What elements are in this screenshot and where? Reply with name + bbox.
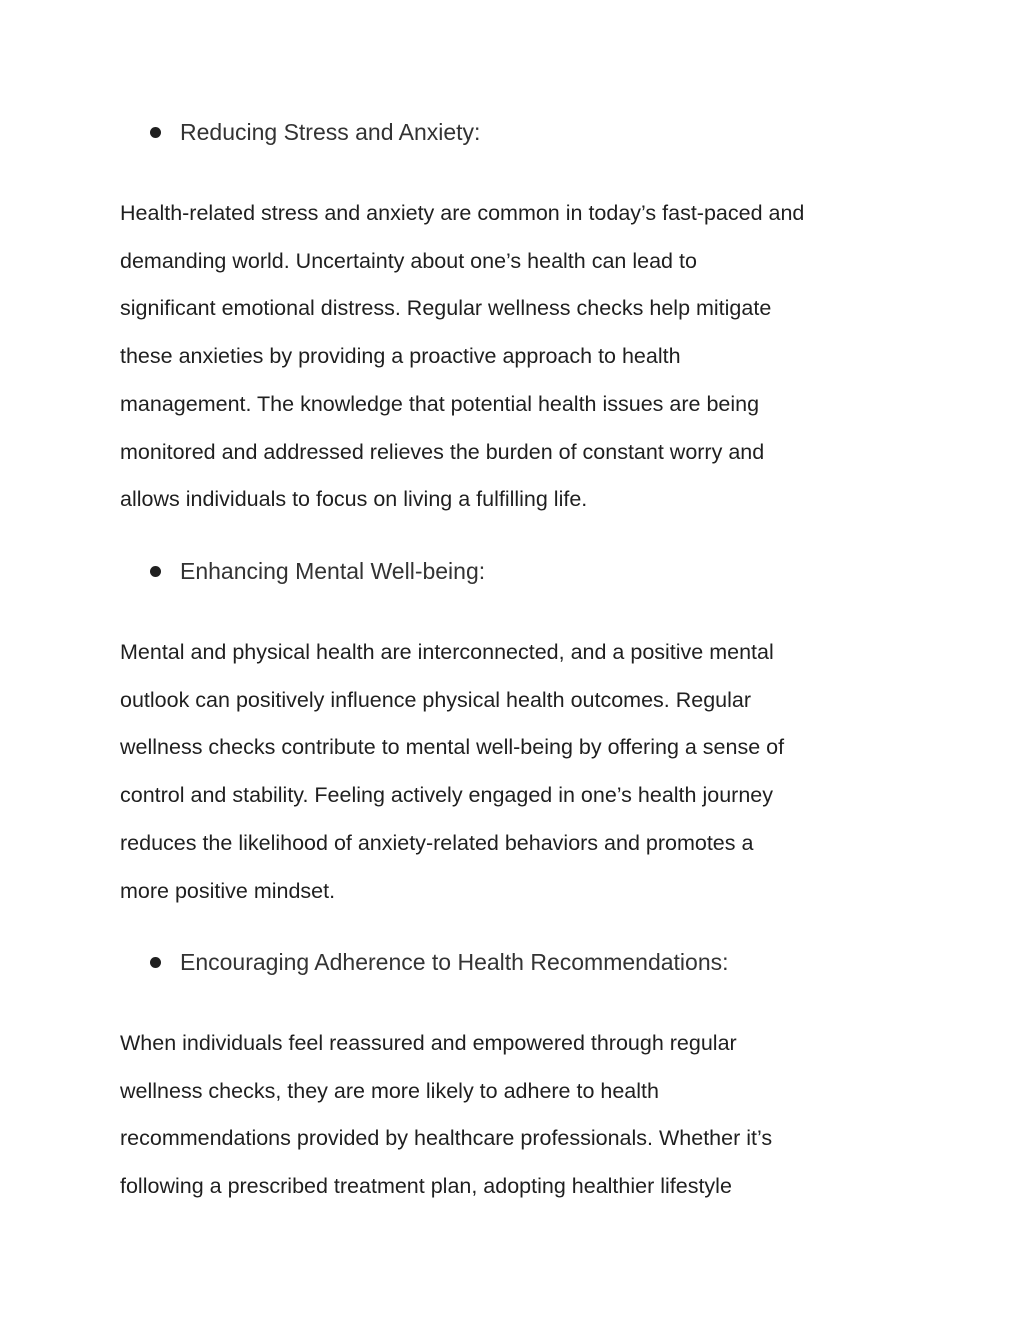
section-paragraph-adherence <box>120 1020 772 1211</box>
paragraph-line: When individuals feel reassured and empowered through regular <box>120 1031 737 1055</box>
section-heading-text: Enhancing Mental Well-being: <box>180 558 486 584</box>
paragraph-line: these anxieties by providing a proactive approach to health <box>120 344 681 369</box>
section-heading-text: Reducing Stress and Anxiety: <box>180 119 481 145</box>
paragraph-line: more positive mindset. <box>120 878 336 903</box>
bullet-icon <box>150 957 161 968</box>
section-heading-text: Encouraging Adherence to Health Recommendations: <box>180 949 729 975</box>
paragraph-line: Mental and physical health are interconnected, and a positive mental <box>120 640 774 664</box>
section-heading-reducing-stress <box>150 119 480 146</box>
paragraph-line: following a prescribed treatment plan, adopting healthier lifestyle <box>120 1174 732 1199</box>
paragraph-line: monitored and addressed relieves the burden of constant worry and <box>120 439 765 464</box>
bullet-icon <box>150 127 161 138</box>
paragraph-line: significant emotional distress. Regular wellness checks help mitigate <box>120 296 772 321</box>
section-heading-adherence <box>150 949 729 976</box>
paragraph-line: demanding world. Uncertainty about one’s health can lead to <box>120 248 697 273</box>
section-heading-mental-well-being <box>150 558 485 585</box>
paragraph-line: wellness checks contribute to mental well-being by offering a sense of <box>120 735 785 760</box>
paragraph-line: recommendations provided by healthcare professionals. Whether it’s <box>120 1126 773 1151</box>
section-paragraph-mental-well-being <box>120 629 784 915</box>
paragraph-line: reduces the likelihood of anxiety-related behaviors and promotes a <box>120 830 754 855</box>
paragraph-line: Health-related stress and anxiety are common in today’s fast-paced and <box>120 201 805 225</box>
paragraph-line: outlook can positively influence physical health outcomes. Regular <box>120 687 752 712</box>
bullet-icon <box>150 566 161 577</box>
paragraph-line: allows individuals to focus on living a fulfilling life. <box>120 487 588 512</box>
paragraph-line: wellness checks, they are more likely to adhere to health <box>120 1078 659 1103</box>
paragraph-line: management. The knowledge that potential health issues are being <box>120 391 760 416</box>
section-paragraph-reducing-stress <box>120 190 804 524</box>
paragraph-line: control and stability. Feeling actively engaged in one’s health journey <box>120 783 773 808</box>
